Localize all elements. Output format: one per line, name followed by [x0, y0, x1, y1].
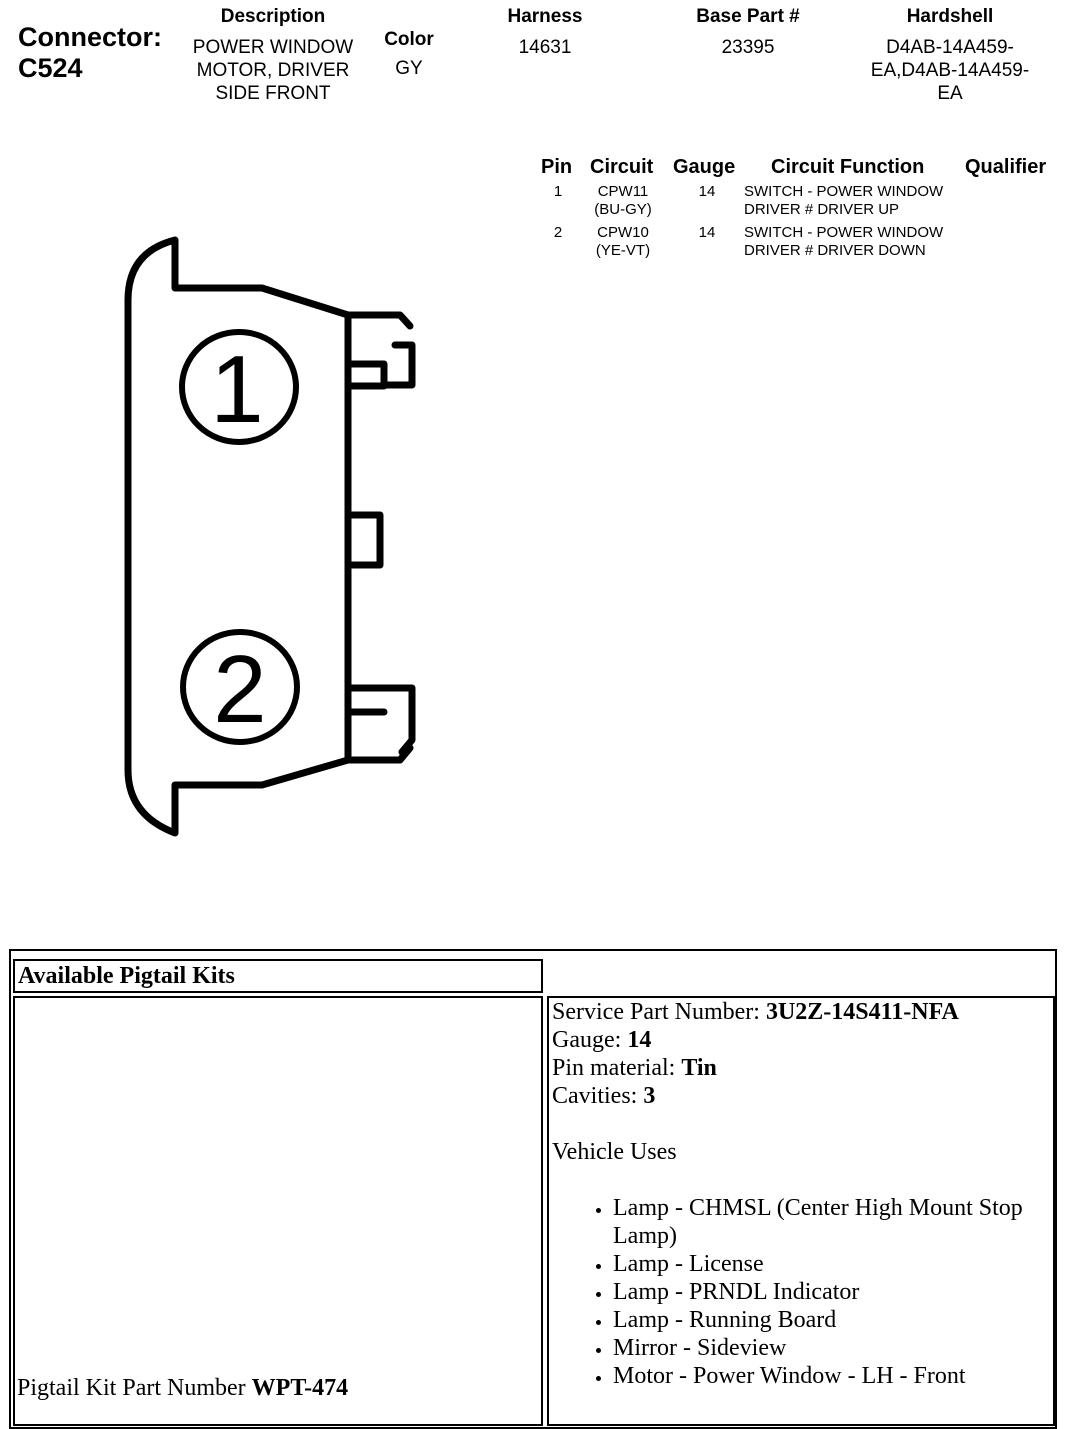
- description-label: Description: [220, 6, 326, 27]
- gauge-value: 14: [698, 183, 716, 200]
- gauge-header: Gauge: [673, 156, 736, 178]
- circuit-function-header: Circuit Function: [771, 156, 925, 178]
- pigtail-kit-part-value: WPT-474: [251, 1375, 349, 1401]
- cavity-2-label: 2: [213, 636, 267, 743]
- pigtail-kit-info: [552, 998, 1048, 1390]
- gauge-value: 14: [698, 224, 716, 241]
- list-item: • Lamp - Running Board: [613, 1306, 1048, 1334]
- list-item: • Lamp - CHMSL (Center High Mount Stop Lamp): [613, 1194, 1048, 1250]
- hardshell-label: Hardshell: [906, 6, 994, 27]
- circuit-function: SWITCH - POWER WINDOW DRIVER # DRIVER DOWN: [744, 224, 944, 259]
- description-value: POWER WINDOW MOTOR, DRIVER SIDE FRONT: [192, 37, 354, 104]
- base-part-value: 23395: [721, 37, 775, 58]
- harness-value: 14631: [518, 37, 572, 58]
- harness-label: Harness: [507, 6, 583, 27]
- circuit-function: SWITCH - POWER WINDOW DRIVER # DRIVER UP: [744, 183, 944, 218]
- upper-latch-tab: [350, 345, 412, 386]
- connector-label: Connector:: [18, 22, 162, 52]
- connector-id: C524: [18, 53, 83, 83]
- list-item: • Mirror - Sideview: [613, 1334, 1048, 1362]
- lower-latch-tab: [350, 688, 412, 752]
- kit-cavities: Cavities: 3: [552, 1083, 656, 1109]
- upper-latch: [348, 315, 410, 326]
- circuit-header: Circuit: [590, 156, 654, 178]
- pigtail-kits-title: Available Pigtail Kits: [13, 959, 543, 993]
- pin-number: 1: [553, 183, 563, 200]
- pin-number: 2: [553, 224, 563, 241]
- service-part-number: Service Part Number: 3U2Z-14S411-NFA: [552, 999, 959, 1025]
- circuit-code: CPW10 (YE-VT): [595, 224, 651, 259]
- kit-gauge: Gauge: 14: [552, 1027, 652, 1053]
- vehicle-uses-list: [552, 1194, 1048, 1390]
- qualifier-header: Qualifier: [965, 156, 1047, 178]
- list-item: • Motor - Power Window - LH - Front: [613, 1362, 1048, 1390]
- color-value: GY: [395, 58, 423, 79]
- pigtail-kit-part-number: Pigtail Kit Part Number WPT-474: [17, 1375, 349, 1401]
- color-label: Color: [384, 29, 434, 50]
- base-part-label: Base Part #: [696, 6, 800, 27]
- pigtail-kit-image-cell: [13, 996, 543, 1426]
- middle-key: [350, 515, 380, 565]
- vehicle-uses-label: Vehicle Uses: [552, 1139, 677, 1165]
- pin-header: Pin: [541, 156, 573, 178]
- hardshell-value: D4AB-14A459- EA,D4AB-14A459- EA: [870, 37, 1030, 104]
- list-item: • Lamp - License: [613, 1250, 1048, 1278]
- list-item: • Lamp - PRNDL Indicator: [613, 1278, 1048, 1306]
- cavity-1-label: 1: [210, 336, 264, 443]
- kit-pin-material: Pin material: Tin: [552, 1055, 717, 1081]
- circuit-code: CPW11 (BU-GY): [594, 183, 652, 218]
